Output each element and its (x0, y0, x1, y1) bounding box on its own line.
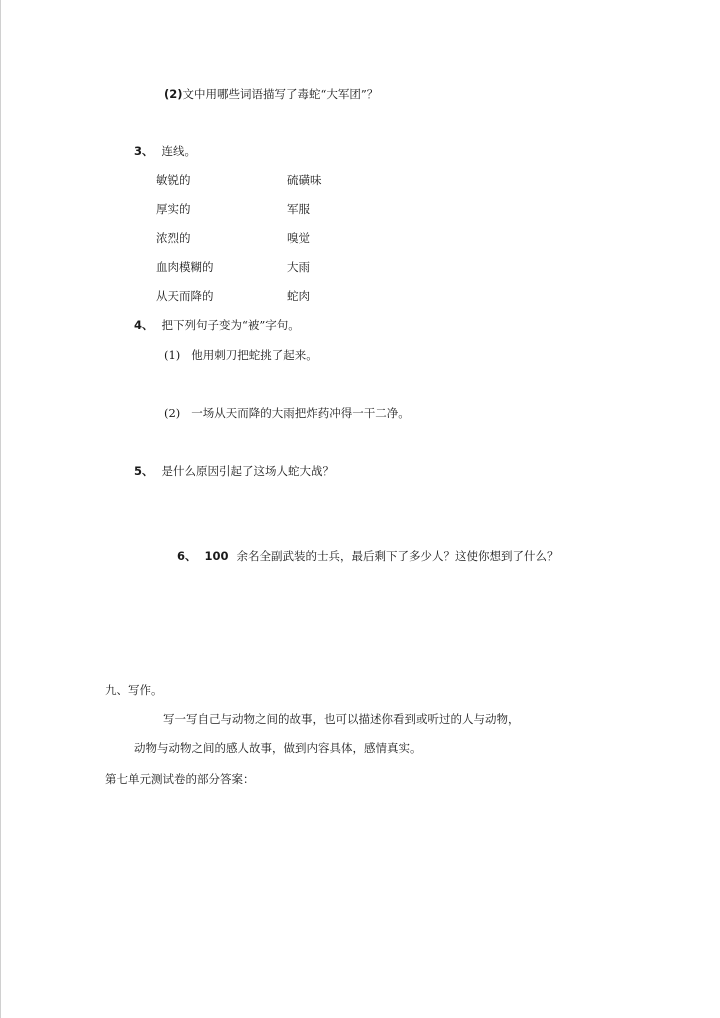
question-6 (177, 548, 559, 564)
sub-number: (2) (164, 406, 181, 420)
question-text: 连线。 (161, 144, 197, 158)
question-text: 余名全副武装的士兵，最后剩下了多少人？这使你想到了什么？ (236, 549, 559, 563)
match-left-2: 厚实的 (156, 202, 191, 216)
question-number: 6、 (177, 549, 197, 563)
match-right-4: 大雨 (287, 260, 310, 274)
question-3 (134, 143, 196, 159)
question-text: 文中用哪些词语描写了毒蛇“大军团”？ (182, 87, 379, 101)
section-9-paragraph-2: 动物与动物之间的感人故事，做到内容具体，感情真实。 (134, 741, 422, 755)
question-text: 把下列句子变为“被”字句。 (161, 318, 300, 332)
match-right-2: 军服 (287, 202, 310, 216)
section-9-title: 九、写作。 (105, 683, 163, 697)
match-right-1: 硫磺味 (287, 173, 322, 187)
match-right-5: 蛇肉 (287, 289, 310, 303)
answers-title: 第七单元测试卷的部分答案： (105, 772, 255, 786)
match-left-3: 浓烈的 (156, 231, 191, 245)
question-4-sub-1 (164, 347, 318, 363)
question-number: (2) (164, 87, 183, 101)
question-number: 4、 (134, 318, 154, 332)
page-edge (0, 0, 1, 1018)
question-bold-number: 100 (204, 549, 229, 563)
match-left-5: 从天而降的 (156, 289, 214, 303)
match-right-3: 嗅觉 (287, 231, 310, 245)
question-5 (134, 463, 334, 479)
question-4-sub-2 (164, 405, 410, 421)
question-number: 5、 (134, 464, 154, 478)
match-left-1: 敏锐的 (156, 173, 191, 187)
question-2-sub (164, 86, 378, 102)
match-left-4: 血肉模糊的 (156, 260, 214, 274)
question-4 (134, 317, 300, 333)
sub-text: 他用刺刀把蛇挑了起来。 (191, 348, 318, 362)
question-text: 是什么原因引起了这场人蛇大战？ (161, 464, 335, 478)
question-number: 3、 (134, 144, 154, 158)
sub-number: (1) (164, 348, 181, 362)
sub-text: 一场从天而降的大雨把炸药冲得一干二净。 (191, 406, 410, 420)
section-9-paragraph-1: 写一写自己与动物之间的故事，也可以描述你看到或听过的人与动物， (163, 712, 520, 726)
